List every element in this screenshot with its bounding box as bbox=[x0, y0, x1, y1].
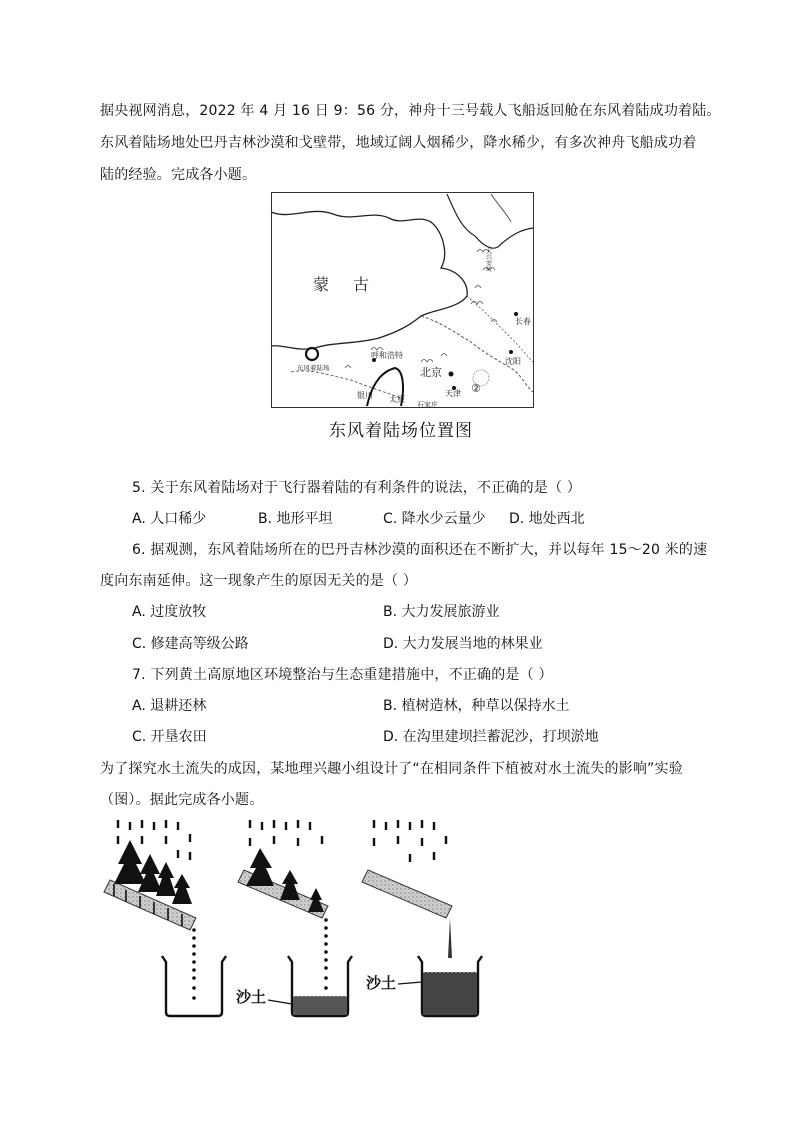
question-5-option-a: A. 人口稀少 bbox=[132, 511, 207, 527]
setup-sparse-vegetation bbox=[236, 820, 352, 1016]
intro-line-1: 据央视网消息，2022 年 4 月 16 日 9：56 分，神舟十三号载人飞船返回舱在东风着陆成功着陆。 bbox=[100, 103, 721, 119]
question-5-stem: 5. 关于东风着陆场对于飞行器着陆的有利条件的说法，不正确的是（ ） bbox=[132, 480, 582, 496]
question-5-option-b: B. 地形平坦 bbox=[258, 511, 333, 527]
question-7-option-d: D. 在沟里建坝拦蓄泥沙，打坝淤地 bbox=[383, 729, 599, 745]
soil-erosion-experiment-figure bbox=[100, 812, 500, 1022]
map-label-taiyuan: 太原 bbox=[389, 395, 405, 404]
map-label-mongolia-1: 蒙 bbox=[313, 275, 330, 294]
map-label-dongfeng: 东风着陆场 bbox=[297, 364, 330, 372]
setup-bare-slope bbox=[362, 820, 482, 1016]
intro2-line-1: 为了探究水土流失的成因，某地理兴趣小组设计了“在相同条件下植被对水土流失的影响”实验 bbox=[100, 761, 683, 777]
map-label-yinchuan: 银川 bbox=[357, 391, 373, 400]
map-label-circle-2: ② bbox=[471, 382, 481, 395]
question-6-stem-line-1: 6. 据观测，东风着陆场所在的巴丹吉林沙漠的面积还在不断扩大，并以每年 15～20 米的速 bbox=[132, 542, 708, 558]
question-6-option-a: A. 过度放牧 bbox=[132, 604, 207, 620]
question-5-option-d: D. 地处西北 bbox=[509, 511, 585, 527]
question-6-option-c: C. 修建高等级公路 bbox=[132, 636, 249, 652]
setup-dense-vegetation bbox=[104, 820, 226, 1016]
question-7-option-c: C. 开垦农田 bbox=[132, 729, 207, 745]
question-7-option-b: B. 植树造林，种草以保持水土 bbox=[383, 698, 570, 714]
question-6-option-d: D. 大力发展当地的林果业 bbox=[383, 636, 543, 652]
dongfeng-location-map bbox=[271, 192, 534, 408]
question-7-option-a: A. 退耕还林 bbox=[132, 698, 207, 714]
sand-label-2: 沙土 bbox=[366, 974, 397, 992]
question-6-option-b: B. 大力发展旅游业 bbox=[383, 604, 500, 620]
sand-label-1: 沙土 bbox=[236, 988, 267, 1006]
map-label-huhhot: 呼和浩特 bbox=[371, 351, 403, 360]
question-6-stem-line-2: 度向东南延伸。这一现象产生的原因无关的是（ ） bbox=[100, 573, 418, 589]
map-label-shenyang: 沈阳 bbox=[505, 357, 521, 366]
map-label-tianjin: 天津 bbox=[445, 389, 461, 398]
map-label-mountains: 大兴安岭 bbox=[484, 248, 492, 272]
intro-line-3: 陆的经验。完成各小题。 bbox=[100, 167, 257, 183]
map-label-beijing: 北京 bbox=[420, 366, 442, 379]
map-label-changchun: 长春 bbox=[515, 317, 531, 326]
map-label-mongolia-2: 古 bbox=[353, 275, 370, 294]
question-5-option-c: C. 降水少云量少 bbox=[383, 511, 486, 527]
map-caption: 东风着陆场位置图 bbox=[329, 421, 473, 441]
intro2-line-2: （图）。据此完成各小题。 bbox=[100, 792, 264, 808]
map-label-shijiazhuang: 石家庄 bbox=[417, 401, 438, 408]
question-7-stem: 7. 下列黄土高原地区环境整治与生态重建措施中，不正确的是（ ） bbox=[132, 667, 553, 683]
intro-line-2: 东风着陆场地处巴丹吉林沙漠和戈壁带，地域辽阔人烟稀少，降水稀少，有多次神舟飞船成功着 bbox=[100, 135, 697, 151]
